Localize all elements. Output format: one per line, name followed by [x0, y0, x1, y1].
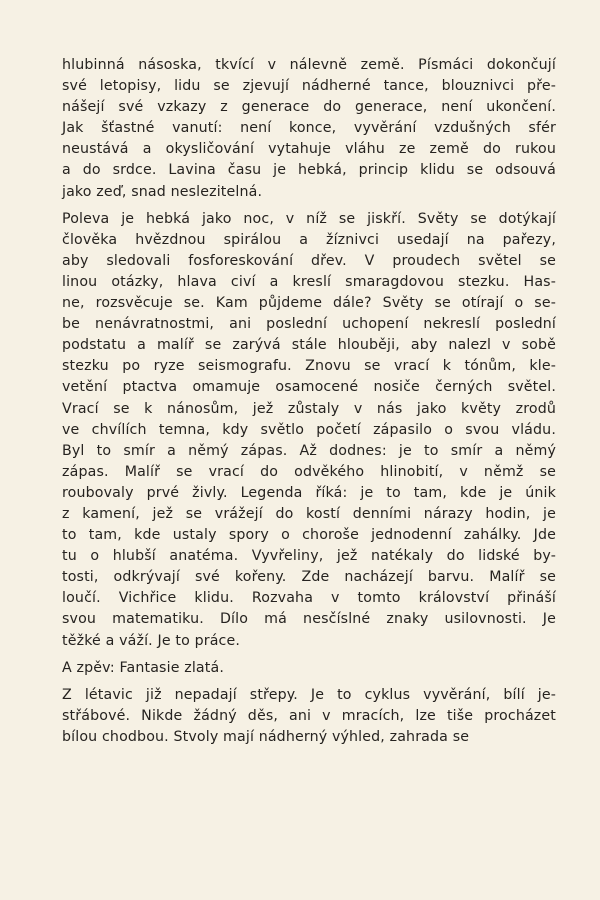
text-line: loučí. Vichřice klidu. Rozvaha v tomto království přináší	[62, 590, 556, 607]
text-line: své letopisy, lidu se zjevují nádherné tance, blouznivci pře-	[62, 78, 556, 95]
text-line: člověka hvězdnou spirálou a žíznivci usedají na pařezy,	[62, 231, 556, 248]
text-line: to tam, kde ustaly spory o choroše jednodenní zahálky. Jde	[62, 527, 556, 544]
paragraph-1	[62, 55, 556, 203]
text-line: z kamení, jež se vrážejí do kostí denními nárazy hodin, je	[62, 505, 556, 522]
text-line: Byl to smír a němý zápas. Až dodnes: je to smír a němý	[62, 442, 556, 459]
text-line: roubovaly prvé živly. Legenda říká: je to tam, kde je únik	[62, 484, 556, 501]
text-line: A zpěv: Fantasie zlatá.	[62, 659, 224, 676]
text-line: střábové. Nikde žádný děs, ani v mracích, lze tiše procházet	[62, 707, 556, 724]
text-line: hlubinná násoska, tkvící v nálevně země. Písmáci dokončují	[62, 57, 556, 73]
text-line: linou otázky, hlava civí a kreslí smaragdovou stezku. Has-	[62, 273, 556, 290]
text-line: podstatu a malíř se zarývá stále hlouběji, aby nalezl v sobě	[62, 337, 556, 354]
text-line: tosti, odkrývají své kořeny. Zde nacházejí barvu. Malíř se	[62, 569, 556, 586]
paragraph-2	[62, 209, 556, 652]
text-line: aby sledovali fosforeskování dřev. V proudech světel se	[62, 252, 556, 269]
text-line: Poleva je hebká jako noc, v níž se jiskří. Světy se dotýkají	[62, 210, 556, 227]
text-line: těžké a váží. Je to práce.	[62, 632, 241, 649]
text-line: bílou chodbou. Stvoly mají nádherný výhled, zahrada se	[62, 728, 470, 745]
text-line: Jak šťastné vanutí: není konce, vyvěrání vzdušných sfér	[62, 120, 556, 137]
text-line: a do srdce. Lavina času je hebká, princip klidu se odsouvá	[62, 162, 556, 179]
paragraph-4	[62, 685, 556, 748]
text-line: Z létavic již nepadají střepy. Je to cyklus vyvěrání, bílí je-	[62, 686, 556, 703]
text-line: vetění ptactva omamuje osamocené nosiče černých světel.	[62, 379, 556, 396]
text-line: ne, rozsvěcuje se. Kam půjdeme dále? Světy se otírají o se-	[62, 295, 556, 312]
text-line: zápas. Malíř se vrací do odvěkého hlinobití, v němž se	[62, 463, 556, 480]
text-line: tu o hlubší anatéma. Vyvřeliny, jež natékaly do lidské by-	[62, 548, 556, 565]
text-line: nášejí své vzkazy z generace do generace, není ukončení.	[62, 99, 556, 116]
text-line: neustává a okysličování vytahuje vláhu ze země do rukou	[62, 141, 556, 158]
text-line: stezku po ryze seismografu. Znovu se vrací k tónům, kle-	[62, 358, 556, 375]
paragraph-3	[62, 658, 556, 679]
text-line: Vrací se k nánosům, jež zůstaly v nás jako květy zrodů	[62, 400, 556, 417]
text-line: svou matematiku. Dílo má nesčíslné znaky usilovnosti. Je	[62, 611, 556, 628]
text-line: jako zeď, snad neslezitelná.	[62, 183, 263, 200]
page-text	[62, 55, 556, 748]
text-line: ve chvílích temna, kdy světlo početí zápasilo o svou vládu.	[62, 421, 556, 438]
text-line: be nenávratnostmi, ani poslední uchopení nekreslí poslední	[62, 316, 556, 333]
